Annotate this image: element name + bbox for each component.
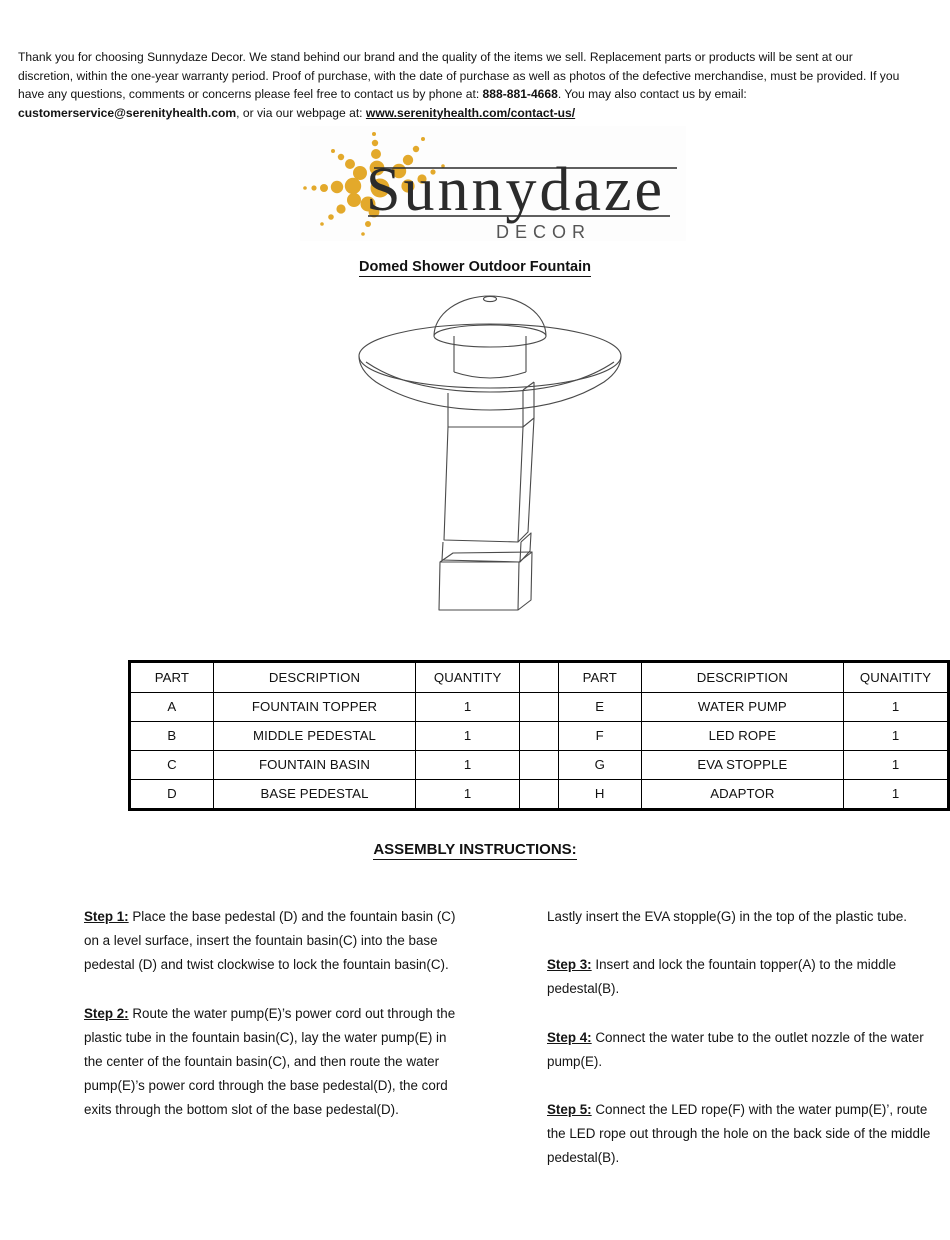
parts-table [130,662,948,809]
cell-description: FOUNTAIN TOPPER [213,693,415,722]
cell-part: D [131,780,214,809]
spacer-cell [520,722,559,751]
step-paragraph [84,1002,466,1123]
table-row [131,693,948,722]
sunnydaze-logo-svg [300,126,686,241]
step-label: Step 1: [84,909,129,924]
warranty-text-outro: , or via our webpage at: [236,105,366,120]
step-paragraph [84,905,466,978]
header-description-left: DESCRIPTION [213,663,415,693]
step-text: Lastly insert the EVA stopple(G) in the top of the plastic tube. [547,909,908,924]
table-row [131,780,948,809]
cell-quantity: 1 [844,780,948,809]
header-part-left: PART [131,663,214,693]
cell-quantity: 1 [416,751,520,780]
basin-rim-outer [359,356,621,410]
cell-part: B [131,722,214,751]
middle-pedestal-front-face [444,427,523,542]
table-header-row [131,663,948,693]
cell-description: FOUNTAIN BASIN [213,751,415,780]
header-quantity-left: QUANTITY [416,663,520,693]
step-paragraph [547,1026,937,1074]
cell-part: A [131,693,214,722]
step-text: Connect the water tube to the outlet nozzle of the water pump(E). [547,1029,924,1069]
support-email-address[interactable]: customerservice@serenityhealth.com [18,105,237,120]
logo-wordmark: Sunnydaze [366,156,666,224]
cell-description: MIDDLE PEDESTAL [213,722,415,751]
cell-quantity: 1 [844,751,948,780]
parts-table-container [128,660,950,816]
product-title [0,259,950,275]
assembly-heading-text: ASSEMBLY INSTRUCTIONS: [373,841,577,858]
spacer-cell [520,693,559,722]
cell-quantity: 1 [844,722,948,751]
warranty-paragraph [18,48,908,122]
cell-part: E [558,693,641,722]
cell-part: H [558,780,641,809]
steps-left-column [84,905,466,1123]
sunnydaze-logo [300,126,686,241]
step-label: Step 2: [84,1005,129,1021]
step-text: Route the water pump(E)’s power cord out through the plastic tube in the fountain basin(C), lay the water pump(E) in the center of the fountain basin(C), and then route the water pump(E)’s power cord through the base pedestal(D), the cord exits through the bottom slot of the base pedestal(D). [84,1005,456,1118]
table-row [131,722,948,751]
base-pedestal-front-face [439,562,519,610]
logo-subtext: DECOR [496,222,592,241]
assembly-instructions-heading [0,841,950,858]
step-label: Step 5: [547,1102,592,1118]
step-text: Connect the LED rope(F) with the water pump(E)’, route the LED rope out through the hole on the back side of the middle pedestal(B). [547,1102,931,1166]
header-quantity-right: QUNAITITY [844,663,948,693]
parts-table-frame [128,660,950,811]
neck-bottom-curve [454,372,526,378]
cell-quantity: 1 [416,722,520,751]
step-label: Step 3: [547,957,592,973]
step-paragraph [547,905,937,929]
cell-description: BASE PEDESTAL [213,780,415,809]
spacer-cell [520,663,559,693]
fountain-line-drawing-svg [340,292,640,617]
cell-quantity: 1 [844,693,948,722]
cell-quantity: 1 [416,780,520,809]
assembly-steps [0,905,950,1205]
step-paragraph [547,1098,937,1171]
spacer-cell [520,751,559,780]
warranty-text-intro: Thank you for choosing Sunnydaze Decor. We stand behind our brand and the quality of the items we sell. Replacement parts or products will be sent at our discretion, within the one-year warranty period. Proof of purchase, with the date of purchase as well as photos of the defective merchandise, must be provided. If you have any questions, comments or concerns please feel free to contact us by phone at: [18,50,900,101]
cell-description: EVA STOPPLE [641,751,843,780]
warranty-text-middle: . You may also contact us by email: [557,87,747,101]
header-description-right: DESCRIPTION [641,663,843,693]
cell-part: F [558,722,641,751]
cell-part: G [558,751,641,780]
step-text: Insert and lock the fountain topper(A) to the middle pedestal(B). [547,957,897,997]
spacer-cell [520,780,559,809]
support-phone-number: 888-881-4668 [482,87,558,101]
table-row [131,751,948,780]
base-pedestal-right-face [518,552,532,610]
step-text: Place the base pedestal (D) and the fountain basin (C) on a level surface, insert the fountain basin(C) into the base pedestal (D) and twist clockwise to lock the fountain basin(C). [84,909,456,973]
cell-quantity: 1 [416,693,520,722]
step-paragraph [547,953,937,1001]
support-website-link[interactable]: www.serenityhealth.com/contact-us/ [365,105,576,120]
step-label: Step 4: [547,1029,592,1045]
cell-description: LED ROPE [641,722,843,751]
fountain-illustration [340,292,640,617]
header-part-right: PART [558,663,641,693]
cell-description: ADAPTOR [641,780,843,809]
cell-part: C [131,751,214,780]
steps-right-column [547,905,937,1171]
dome-nub [484,296,497,301]
product-title-text: Domed Shower Outdoor Fountain [359,259,591,275]
dome-bottom-ellipse [434,325,546,347]
cell-description: WATER PUMP [641,693,843,722]
